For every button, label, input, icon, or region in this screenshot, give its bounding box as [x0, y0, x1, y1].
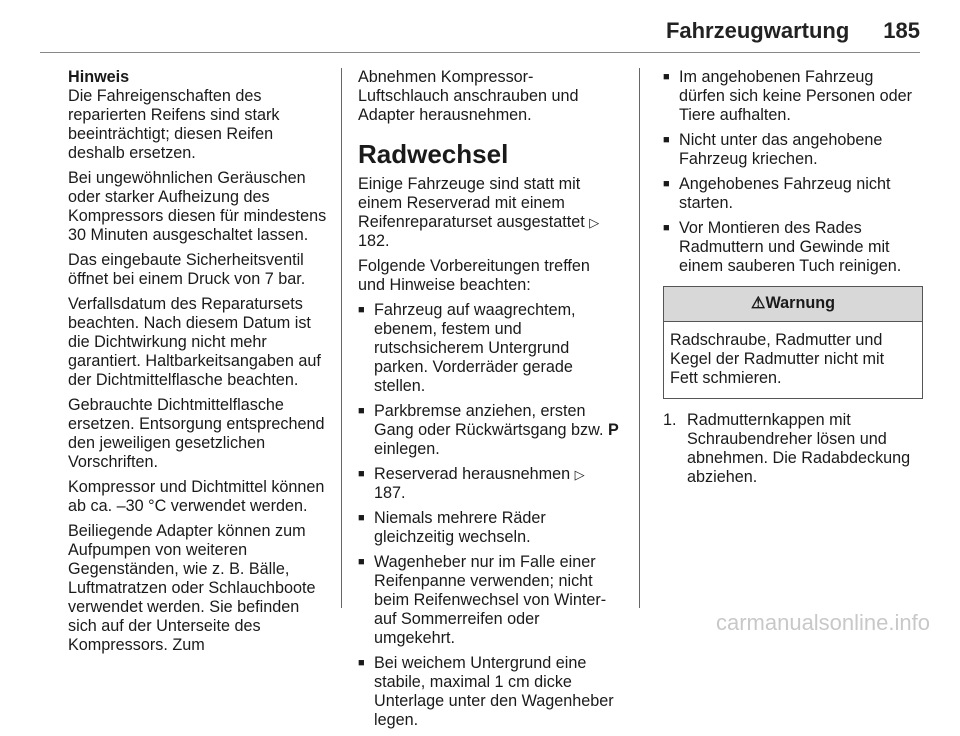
list-item: ■ Vor Montieren des Rades Radmuttern und Gewinde mit einem sauberen Tuch reinigen. — [663, 219, 923, 276]
list-item: ■ Niemals mehrere Räder gleichzeitig wechseln. — [358, 509, 620, 547]
warning-icon: ⚠ — [750, 294, 766, 312]
intro-text: Einige Fahrzeuge sind statt mit einem Reserverad mit einem Reifenreparaturset ausgestattet — [358, 175, 585, 231]
gear-p-label: P — [607, 421, 619, 439]
list-item — [358, 465, 620, 503]
column-divider — [639, 68, 640, 608]
header-rule — [40, 52, 920, 53]
step-text: Radmutternkappen mit Schraubendreher lösen und abnehmen. Die Radabdeckung abziehen. — [687, 411, 911, 486]
intro-paragraph — [358, 175, 620, 251]
paragraph: Das eingebaute Sicherheitsventil öffnet bei einem Druck von 7 bar. — [68, 251, 306, 288]
step-item — [663, 411, 923, 487]
warning-box — [663, 286, 923, 399]
header-title: Fahrzeugwartung — [665, 18, 850, 43]
page-reference-icon: ▷ — [589, 215, 600, 230]
page-header — [666, 18, 920, 44]
watermark: carmanualsonline.info — [715, 610, 930, 635]
column-3 — [663, 68, 923, 487]
list-item: ■ Angehobenes Fahrzeug nicht starten. — [663, 175, 923, 213]
bullet-list — [663, 68, 923, 276]
column-1 — [68, 68, 330, 661]
column-divider — [341, 68, 342, 608]
paragraph: Verfallsdatum des Reparatursets beachten. Nach diesem Datum ist die Dichtwirkung nicht mehr garantiert. Haltbarkeitsangaben auf der Dichtmittelflasche beachten. — [68, 295, 321, 389]
column-2 — [358, 68, 620, 736]
page-link[interactable]: 187. — [374, 484, 406, 502]
list-item-text: einlegen. — [374, 440, 440, 458]
list-item: ■ Fahrzeug auf waagrechtem, ebenem, festem und rutschsicherem Untergrund parken. Vorderräder gerade stellen. — [358, 301, 620, 396]
paragraph: Beiliegende Adapter können zum Aufpumpen von weiteren Gegenständen, wie z. B. Bälle, Luftmatratzen oder Schlauchboote verwendet werden. Sie befinden sich auf der Unterseite des Kompressors. Zum — [68, 522, 316, 654]
paragraph: Die Fahreigenschaften des reparierten Reifens sind stark beeinträchtigt; diesen Reifen deshalb ersetzen. — [68, 87, 280, 162]
warning-text: Radschraube, Radmutter und Kegel der Radmutter nicht mit Fett schmieren. — [670, 331, 885, 387]
note-title: Hinweis — [68, 68, 130, 86]
list-item: ■ Bei weichem Untergrund eine stabile, maximal 1 cm dicke Unterlage unter den Wagenheber legen. — [358, 654, 620, 730]
list-item-text: Parkbremse anziehen, ersten Gang oder Rückwärtsgang bzw. — [374, 402, 604, 439]
bullet-list — [358, 301, 620, 730]
numbered-steps — [663, 411, 923, 487]
section-heading: Radwechsel — [358, 139, 509, 169]
paragraph: Kompressor und Dichtmittel können ab ca. –30 °C verwendet werden. — [68, 478, 325, 515]
paragraph: Gebrauchte Dichtmittelflasche ersetzen. Entsorgung entsprechend den jeweiligen gesetzlichen Vorschriften. — [68, 396, 325, 471]
intro-page-link[interactable]: 182. — [358, 232, 390, 250]
list-item: ■ Nicht unter das angehobene Fahrzeug kriechen. — [663, 131, 923, 169]
warning-title: Warnung — [765, 294, 836, 312]
paragraph: Bei ungewöhnlichen Geräuschen oder starker Aufheizung des Kompressors diesen für mindestens 30 Minuten ausgeschaltet lassen. — [68, 169, 327, 244]
paragraph: Abnehmen Kompressor-Luftschlauch anschrauben und Adapter herausnehmen. — [358, 68, 579, 124]
step-number: 1. — [663, 411, 677, 429]
paragraph: Folgende Vorbereitungen treffen und Hinweise beachten: — [358, 257, 590, 294]
page-number: 185 — [883, 18, 920, 43]
page-reference-icon: ▷ — [574, 467, 585, 482]
warning-header — [664, 287, 922, 322]
list-item — [358, 402, 620, 459]
list-item: ■ Im angehobenen Fahrzeug dürfen sich keine Personen oder Tiere aufhalten. — [663, 68, 923, 125]
list-item: ■ Wagenheber nur im Falle einer Reifenpanne verwenden; nicht beim Reifenwechsel von Winter- auf Sommerreifen oder umgekehrt. — [358, 553, 620, 648]
list-item-text: Reserverad herausnehmen — [374, 465, 571, 483]
note-block — [68, 68, 330, 163]
